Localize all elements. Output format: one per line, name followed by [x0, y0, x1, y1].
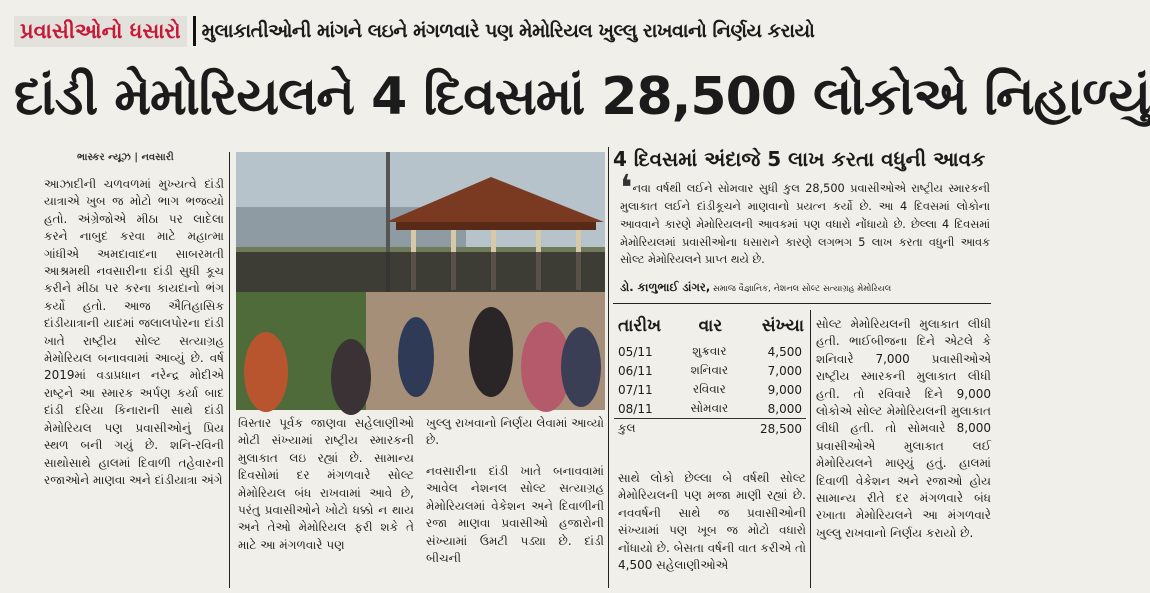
byline: ભાસ્કર ન્યૂઝ | નવસારી: [77, 152, 174, 163]
table-cell-day: રવિવાર: [692, 382, 726, 396]
section-rule: [613, 303, 991, 304]
quote-attribution: [620, 280, 990, 295]
table-cell-day: શુક્રવાર: [692, 344, 727, 358]
table-row: [614, 380, 806, 399]
table-header-row: [614, 316, 806, 342]
table-cell-date: 06/11: [618, 363, 653, 378]
table-cell-day: શનિવાર: [690, 363, 729, 377]
table-row: [614, 399, 806, 419]
attribution-role: સમાજ વૈજ્ઞાનિક, નેશનલ સોલ્ટ સત્યાગ્રહ મેમોરિયલ: [710, 284, 892, 294]
attribution-name: ડો. કાળુભાઈ ડાંગર,: [620, 280, 711, 294]
headline: દાંડી મેમોરિયલને 4 દિવસમાં 28,500 લોકોએ નિહાળ્યું: [14, 67, 1150, 127]
table-cell-date: 07/11: [618, 382, 653, 397]
table-total-label: કુલ: [614, 419, 679, 439]
column-rule: [810, 310, 811, 588]
kicker-subhead: મુલાકાતીઓની માંગને લઇને મંગળવારે પણ મેમોરિયલ ખુલ્લુ રાખવાનો નિર્ણય કરાયો: [201, 20, 815, 42]
article-column-3-bottom: નવસારીના દાંડી ખાતે બનાવવામાં આવેલ નેશનલ સોલ્ટ સત્યાગ્રહ મેમોરિયલમાં વેકેશન અને દિવાળીની રજા માણવા પ્રવાસીઓ હજારોની સંખ્યામાં ઉમટી પડ્યા છે. દાંડી બીચની: [426, 464, 604, 566]
table-row: [614, 361, 806, 380]
article-column-1: આઝાદીની ચળવળમાં મુખ્યત્વે દાંડી યાત્રાએ ખુબ જ મોટો ભાગ ભજવ્યો હતો. અંગ્રેજોએ મીઠા પર લાદેલા કરને નાબુદ કરવા માટે મહાત્મા ગાંધીએ અમદાવાદના સાબરમતી આશ્રમથી નવસારીના દાંડી સુધી કૂચ કરીને મીઠા પર કરના કાયદાનો ભંગ કર્યો હતો. આજ ઐતિહાસિક દાંડીયાત્રાની યાદમાં જલાલપોરના દાંડી ખાતે રાષ્ટ્રીય સોલ્ટ સત્યાગ્રહ મેમોરિયલ બનાવવામાં આવ્યું છે. વર્ષ 2019માં વડાપ્રધાન નરેન્દ્ર મોદીએ રાષ્ટ્રને આ સ્મારક અર્પણ કર્યા બાદ દાંડી દરિયા કિનારાની સાથે દાંડી મેમોરિયલ પણ પ્રવાસીઓનું પ્રિય સ્થળ બની ગયું છે. શનિ-રવિની સાથોસાથે હાલમાં દિવાળી તહેવારની રજાઓને માણવા અને દાંડીયાત્રા અંગે: [44, 177, 224, 487]
article-column-5: સોલ્ટ મેમોરિયલની મુલાકાત લીધી હતી. ભાઈબીજના દિને એટલે કે શનિવારે 7,000 પ્રવાસીઓએ રાષ્ટ્રીય સ્મારકની મુલાકાત લીધી હતી. તો રવિવારે દિને 9,000 લોકોએ સોલ્ટ મેમોરિયલની મુલાકાત લીધી હતી. તો સોમવારે 8,000 પ્રવાસીઓએ મુલાકાત લઈ મેમોરિયલને માણ્યું હતું. હાલમાં દિવાળી વેકેશન અને રજાઓ હોય સામાન્ય રીતે દર મંગળવારે બંધ રખાતા મેમોરિયલને આ મંગળવારે ખુલ્લુ રાખવાનો નિર્ણય કરાયો છે.: [816, 317, 991, 540]
table-header: તારીખ: [618, 316, 662, 336]
kicker-line: [14, 10, 986, 52]
table-cell-date: 05/11: [618, 344, 653, 359]
sidebar-quote-text: નવા વર્ષથી લઈને સોમવાર સુધી કુલ 28,500 પ્રવાસીઓએ રાષ્ટ્રીય સ્મારકની મુલાકાત લઈને દાંડીકૂચને માણવાનો પ્રયત્ન કર્યો છે. આ 4 દિવસમાં લોકોના આવવાને કારણે મેમોરિયલની આવકમાં પણ વધારો નોંધાયો છે. છેલ્લા 4 દિવસમાં મેમોરિયલમાં પ્રવાસીઓના ધસારાને કારણે લગભગ 5 લાખ કરતા વધુની આવક સોલ્ટ મેમોરિયલને પ્રાપ્ત થયે છે.: [620, 182, 990, 267]
column-rule: [608, 147, 609, 588]
visitor-stats-table: [614, 316, 806, 438]
table-cell-count: 7,000: [767, 363, 802, 378]
article-column-4: સાથે લોકો છેલ્લા બે વર્ષથી સોલ્ટ મેમોરિયલની પણ મજા માણી રહ્યાં છે. નવવર્ષની સાથે જ પ્રવાસીઓની સંખ્યામાં પણ ખૂબ જ મોટો વધારો નોંધાયો છે. બેસતા વર્ષની વાત કરીએ તો 4,500 સહેલાણીઓએ: [618, 471, 806, 573]
article-column-3-top: ખુલ્લુ રાખવાનો નિર્ણય લેવામાં આવ્યો છે.: [426, 416, 604, 448]
news-photo-memorial-crowd: [236, 152, 605, 410]
article-column-2: વિસ્તાર પૂર્વક જાણવા સહેલાણીઓ મોટી સંખ્યામાં રાષ્ટ્રીય સ્મારકની મુલાકાત લઇ રહ્યાં છે. સામાન્ય દિવસોમાં દર મંગળવારે સોલ્ટ મેમોરિયલ બંધ રાખવામાં આવે છે, પરંતુ પ્રવાસીઓને ખોટો ધક્કો ન થાય અને તેઓ મેમોરિયલ ફરી શકે તે માટે આ મંગળવારે પણ: [238, 416, 414, 552]
table-header: વાર: [698, 316, 723, 336]
quote-mark-icon: ❛: [620, 168, 633, 209]
table-row: [614, 342, 806, 361]
table-cell-count: 8,000: [767, 401, 802, 416]
kicker-divider: [193, 16, 196, 46]
table-cell-date: 08/11: [618, 401, 653, 416]
table-cell-count: 9,000: [767, 382, 802, 397]
table-total-row: [614, 419, 806, 439]
sidebar-quote: [620, 168, 990, 269]
sidebar-heading: 4 દિવસમાં અંદાજે 5 લાખ કરતા વધુની આવક: [613, 147, 986, 171]
table-cell-count: 4,500: [767, 344, 802, 359]
table-total-value: 28,500: [740, 419, 806, 439]
column-rule: [229, 152, 230, 588]
table-header: સંખ્યા: [761, 316, 804, 336]
section-tag: પ્રવાસીઓનો ધસારો: [14, 16, 187, 47]
table-cell-day: સોમવાર: [690, 401, 729, 415]
